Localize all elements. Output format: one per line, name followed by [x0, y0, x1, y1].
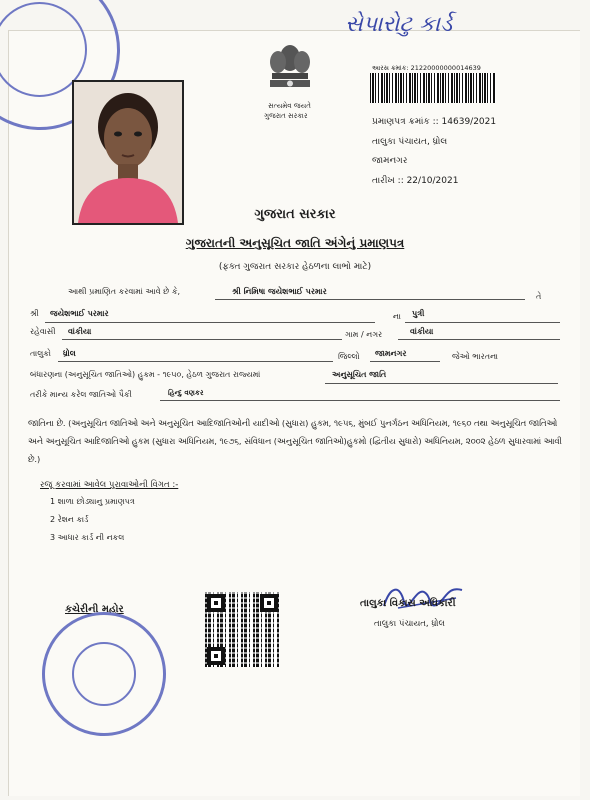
emblem-org: ગુજરાત સરકાર [264, 112, 308, 120]
caste-line [160, 400, 560, 401]
barcode-label: આરસ ક્રમાંક: 21220000000014639 [372, 64, 481, 72]
office-seal-bottom-inner [72, 642, 136, 706]
relation-line [405, 322, 560, 323]
village-value: વાંકીયા [410, 327, 434, 336]
taluka-line [58, 361, 333, 362]
qr-code [205, 592, 280, 667]
issue-date: તારીખ :: 22/10/2021 [372, 176, 459, 186]
officer-title: તાલુકા વિકાસ અધિકારી [360, 598, 456, 609]
resident-value: વાંકીયા [68, 327, 92, 336]
caste-group: અનુસૂચિત જાતિ [332, 370, 387, 379]
village-line [398, 339, 560, 340]
legal-paragraph: જાતિના છે. (અનુસૂચિત જાતિઓ અને અનુસૂચિત આદિજાતિઓની યાદીઓ (સુધારા) હુકમ, ૧૯૫૬, મુંબઈ પુનર્ગઠન અધિનિયમ, ૧૯૬૦ તથા અનુસૂચિત જાતિઓ અને અનુસૂચિત આદિજાતિઓ હુકમ (સુધારા અધિનિયમ, ૧૯૭૬, સંવિધાન (અનુસૂચિત જાતિઓ)હુકમો (દ્વિતીય સુધારો) અધિનિયમ, ૨૦૦૨ હેઠળ સુધારવામાં આવી છે.) [28, 418, 562, 464]
officer-office: તાલુકા પંચાયત, ધ્રોલ [374, 619, 445, 629]
certificate-number: પ્રમાણપત્ર ક્રમાંક :: 14639/2021 [372, 117, 497, 127]
india-text: જેઓ ભારતના [452, 352, 499, 361]
evidence-item-3: 3 આધાર કાર્ડ ની નકલ [50, 533, 125, 542]
resident-line [62, 339, 342, 340]
issuing-office: તાલુકા પંચાયત, ધ્રોલ [372, 137, 448, 147]
district-label: જિલ્લો [338, 352, 360, 361]
govt-heading: ગુજરાત સરકાર [254, 207, 336, 222]
resident-label: રહેવાસી [30, 327, 56, 336]
certificate-title: ગુજરાતની અનુસૂચિત જાતિ અંગેનું પ્રમાણપત્ર [185, 236, 405, 250]
father-line [45, 322, 375, 323]
applicant-name: શ્રી નિમિષા જયેશભાઈ પરમાર [232, 287, 327, 296]
certify-prefix: આથી પ્રમાણિત કરવામાં આવે છે કે, [68, 287, 181, 296]
relation: પુત્રી [412, 309, 425, 318]
name-line [215, 299, 525, 300]
issuing-district: જામનગર [372, 156, 408, 166]
shri-label: શ્રી [30, 309, 39, 318]
certificate-subtitle: (ફક્ત ગુજરાત સરકાર હેઠળના લાભો માટે) [218, 262, 372, 272]
caste-group-line [325, 383, 558, 384]
national-emblem-icon [262, 40, 318, 100]
seal-caption: કચેરીની મહોર [65, 604, 124, 615]
na-word: ના [393, 312, 401, 321]
village-label: ગામ / નગર [345, 330, 383, 339]
top-handwritten-note: સેપારોટુ કાર્ડ [345, 12, 453, 37]
te-word: તે [536, 292, 542, 301]
taluka-value: ધ્રોલ [63, 349, 76, 358]
caste-value: હિન્દુ વણકર [168, 389, 204, 397]
evidence-heading: રજૂ કરવામાં આવેલ પુરાવાઓની વિગત :- [40, 480, 179, 490]
district-line [370, 361, 440, 362]
emblem-motto: સત્યમેવ જયતે [268, 102, 311, 110]
taluka-label: તાલુકો [30, 349, 51, 358]
order-text: બંધારણના (અનુસૂચિત જાતિઓ) હુકમ - ૧૯૫૦, હેઠળ ગુજરાત રાજ્યમાં [30, 370, 261, 379]
evidence-item-1: 1 શાળા છોડ્યાનુ પ્રમાણપત્ર [50, 497, 135, 506]
district-value: જામનગર [375, 349, 407, 358]
barcode [370, 73, 496, 103]
evidence-item-2: 2 રેશન કાર્ડ [50, 515, 89, 524]
accepted-prefix: તરીકે માન્ય કરેલ જાતિઓ પૈકી [30, 390, 132, 399]
father-name: જયેશભાઈ પરમાર [50, 309, 109, 318]
applicant-photo [72, 80, 184, 225]
